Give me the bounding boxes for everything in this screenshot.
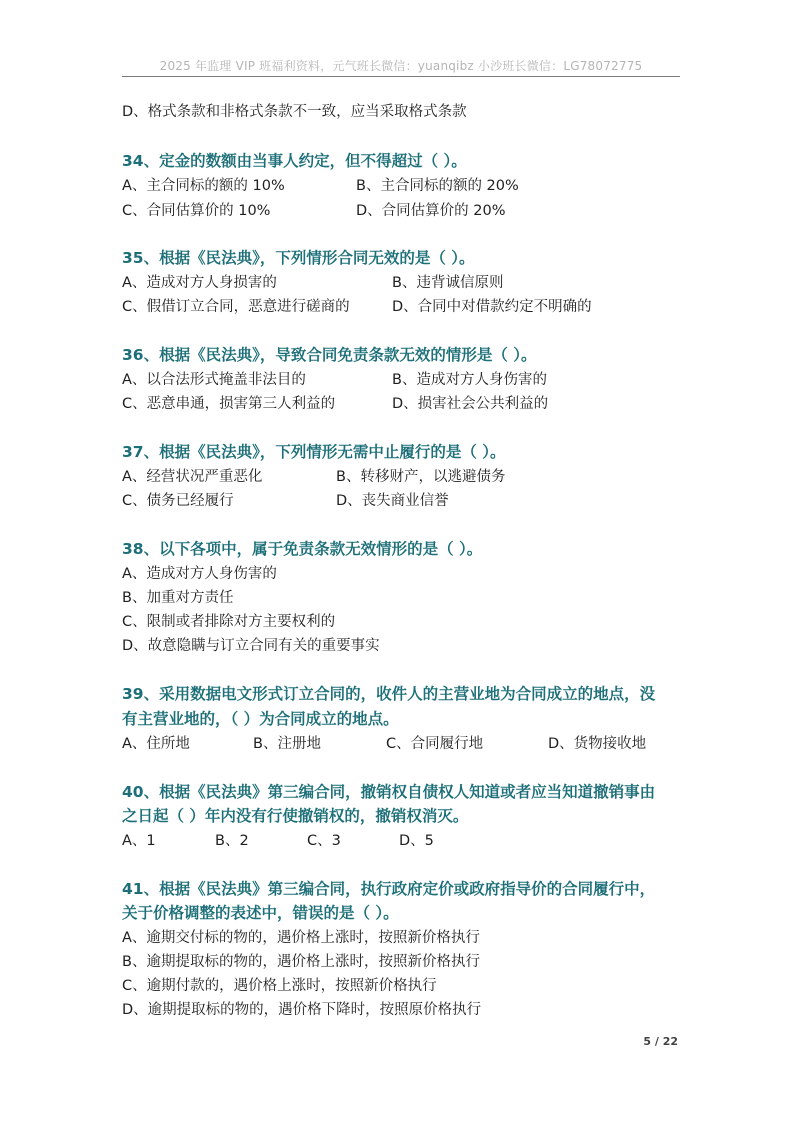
question-37: 37、根据《民法典》，下列情形无需中止履行的是（ ）。 [122, 443, 506, 461]
question-37-option-b: B、转移财产，以逃避债务 [336, 469, 506, 485]
question-35: 35、根据《民法典》，下列情形合同无效的是（ ）。 [122, 249, 475, 267]
question-41-option-a: A、逾期交付标的物的，遇价格上涨时，按照新价格执行 [122, 930, 480, 946]
question-34-option-d: D、合同估算价的 20% [356, 203, 506, 219]
question-37-option-d: D、丧失商业信誉 [336, 493, 449, 509]
question-39-option-c: C、合同履行地 [386, 736, 484, 752]
question-39-line-2: 有主营业地的，（ ）为合同成立的地点。 [122, 710, 399, 728]
question-40-option-a: A、1 [122, 833, 156, 849]
question-38: 38、以下各项中，属于免责条款无效情形的是（ ）。 [122, 540, 483, 558]
question-39-option-b: B、注册地 [253, 736, 321, 752]
question-41-option-d: D、逾期提取标的物的，遇价格下降时，按照原价格执行 [122, 1002, 482, 1018]
question-36-option-d: D、损害社会公共利益的 [392, 396, 549, 412]
question-35-option-d: D、合同中对借款约定不明确的 [392, 299, 592, 315]
question-41-line-1: 41、根据《民法典》第三编合同，执行政府定价或政府指导价的合同履行中， [122, 880, 656, 898]
question-40-option-b: B、2 [215, 833, 249, 849]
question-39-line-1: 39、采用数据电文形式订立合同的，收件人的主营业地为合同成立的地点，没 [122, 685, 656, 703]
question-34-option-c: C、合同估算价的 10% [122, 203, 271, 219]
page-number: 5 / 22 [643, 1035, 678, 1048]
question-37-option-c: C、债务已经履行 [122, 493, 234, 509]
question-34-option-a: A、主合同标的额的 10% [122, 178, 285, 194]
question-40-line-2: 之日起（ ）年内没有行使撤销权的，撤销权消灭。 [122, 807, 469, 825]
question-40-option-c: C、3 [307, 833, 341, 849]
question-40-line-1: 40、根据《民法典》第三编合同，撤销权自债权人知道或者应当知道撤销事由 [122, 783, 656, 801]
question-40-option-d: D、5 [399, 833, 434, 849]
question-34: 34、定金的数额由当事人约定，但不得超过（ ）。 [122, 152, 467, 170]
question-38-option-c: C、限制或者排除对方主要权利的 [122, 614, 336, 630]
previous-option-text: D、格式条款和非格式条款不一致，应当采取格式条款 [122, 104, 467, 120]
header-divider [122, 76, 680, 77]
question-41-option-b: B、逾期提取标的物的，遇价格上涨时，按照新价格执行 [122, 954, 480, 970]
question-39-option-a: A、住所地 [122, 736, 190, 752]
question-35-option-a: A、造成对方人身损害的 [122, 275, 277, 291]
question-41-option-c: C、逾期付款的，遇价格上涨时，按照新价格执行 [122, 978, 437, 994]
question-36: 36、根据《民法典》，导致合同免责条款无效的情形是（ ）。 [122, 346, 537, 364]
question-34-option-b: B、主合同标的额的 20% [356, 178, 519, 194]
question-38-option-b: B、加重对方责任 [122, 590, 234, 606]
question-36-option-c: C、恶意串通，损害第三人利益的 [122, 396, 336, 412]
question-39-option-d: D、货物接收地 [548, 736, 647, 752]
question-38-option-d: D、故意隐瞒与订立合同有关的重要事实 [122, 638, 380, 654]
question-41-line-2: 关于价格调整的表述中，错误的是（ ）。 [122, 904, 399, 922]
question-36-option-a: A、以合法形式掩盖非法目的 [122, 372, 306, 388]
question-37-option-a: A、经营状况严重恶化 [122, 469, 263, 485]
question-36-option-b: B、造成对方人身伤害的 [392, 372, 547, 388]
question-35-option-c: C、假借订立合同，恶意进行磋商的 [122, 299, 350, 315]
page-header: 2025 年监理 VIP 班福利资料，元气班长微信：yuanqibz 小沙班长微信：LG78072775 [159, 59, 643, 73]
question-38-option-a: A、造成对方人身伤害的 [122, 566, 277, 582]
question-35-option-b: B、违背诚信原则 [392, 275, 504, 291]
